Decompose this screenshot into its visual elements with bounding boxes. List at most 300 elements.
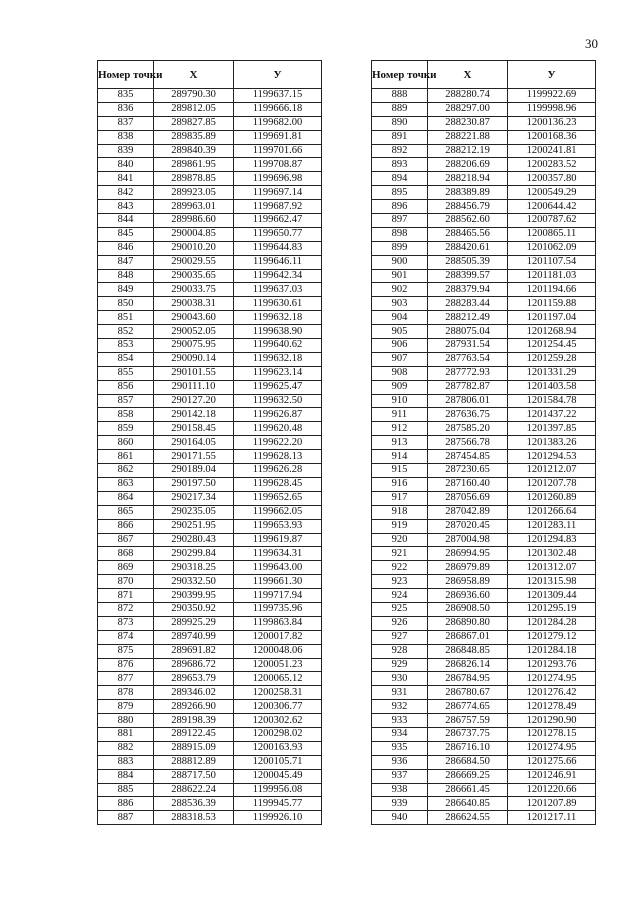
table-header-row xyxy=(98,61,322,89)
x-coordinate-cell: 288562.60 xyxy=(428,214,508,228)
table-row xyxy=(98,755,322,769)
point-number-cell: 905 xyxy=(372,325,428,339)
x-coordinate-cell: 289878.85 xyxy=(154,172,234,186)
point-number-cell: 929 xyxy=(372,658,428,672)
table-row xyxy=(372,339,596,353)
x-coordinate-cell: 286784.95 xyxy=(428,672,508,686)
point-number-cell: 934 xyxy=(372,727,428,741)
y-coordinate-cell: 1199642.34 xyxy=(234,269,322,283)
x-coordinate-cell: 290164.05 xyxy=(154,436,234,450)
y-coordinate-cell: 1200549.29 xyxy=(508,186,596,200)
x-coordinate-cell: 286661.45 xyxy=(428,783,508,797)
point-number-cell: 904 xyxy=(372,311,428,325)
point-number-cell: 930 xyxy=(372,672,428,686)
point-number-cell: 916 xyxy=(372,477,428,491)
table-row xyxy=(372,408,596,422)
y-coordinate-cell: 1199956.08 xyxy=(234,783,322,797)
x-coordinate-cell: 288379.94 xyxy=(428,283,508,297)
point-number-cell: 865 xyxy=(98,505,154,519)
x-coordinate-cell: 288283.44 xyxy=(428,297,508,311)
point-number-cell: 849 xyxy=(98,283,154,297)
table-row xyxy=(98,130,322,144)
table-row xyxy=(98,589,322,603)
x-coordinate-cell: 286979.89 xyxy=(428,561,508,575)
y-coordinate-cell: 1201275.66 xyxy=(508,755,596,769)
x-coordinate-cell: 290197.50 xyxy=(154,477,234,491)
point-number-cell: 914 xyxy=(372,450,428,464)
point-number-cell: 876 xyxy=(98,658,154,672)
point-number-cell: 898 xyxy=(372,227,428,241)
column-header-y: У xyxy=(508,61,596,89)
point-number-cell: 918 xyxy=(372,505,428,519)
point-number-cell: 880 xyxy=(98,714,154,728)
point-number-cell: 920 xyxy=(372,533,428,547)
point-number-cell: 938 xyxy=(372,783,428,797)
table-row xyxy=(98,727,322,741)
table-row xyxy=(372,297,596,311)
x-coordinate-cell: 288420.61 xyxy=(428,241,508,255)
table-row xyxy=(98,408,322,422)
y-coordinate-cell: 1199661.30 xyxy=(234,575,322,589)
table-row xyxy=(98,339,322,353)
x-coordinate-cell: 289963.01 xyxy=(154,200,234,214)
x-coordinate-cell: 290251.95 xyxy=(154,519,234,533)
y-coordinate-cell: 1200168.36 xyxy=(508,130,596,144)
point-number-cell: 935 xyxy=(372,741,428,755)
x-coordinate-cell: 288536.39 xyxy=(154,797,234,811)
x-coordinate-cell: 290004.85 xyxy=(154,227,234,241)
point-number-cell: 902 xyxy=(372,283,428,297)
table-row xyxy=(98,200,322,214)
y-coordinate-cell: 1201274.95 xyxy=(508,741,596,755)
x-coordinate-cell: 288812.89 xyxy=(154,755,234,769)
table-row xyxy=(372,672,596,686)
point-number-cell: 926 xyxy=(372,616,428,630)
y-coordinate-cell: 1201279.12 xyxy=(508,630,596,644)
y-coordinate-cell: 1199632.50 xyxy=(234,394,322,408)
table-row xyxy=(372,89,596,103)
table-row xyxy=(98,186,322,200)
point-number-cell: 868 xyxy=(98,547,154,561)
y-coordinate-cell: 1199632.18 xyxy=(234,311,322,325)
y-coordinate-cell: 1201207.89 xyxy=(508,797,596,811)
x-coordinate-cell: 290010.20 xyxy=(154,241,234,255)
x-coordinate-cell: 290235.05 xyxy=(154,505,234,519)
x-coordinate-cell: 289923.05 xyxy=(154,186,234,200)
table-row xyxy=(98,158,322,172)
x-coordinate-cell: 288915.09 xyxy=(154,741,234,755)
x-coordinate-cell: 289198.39 xyxy=(154,714,234,728)
point-number-cell: 923 xyxy=(372,575,428,589)
x-coordinate-cell: 290399.95 xyxy=(154,589,234,603)
y-coordinate-cell: 1199638.90 xyxy=(234,325,322,339)
y-coordinate-cell: 1200048.06 xyxy=(234,644,322,658)
table-row xyxy=(98,89,322,103)
point-number-cell: 884 xyxy=(98,769,154,783)
table-row xyxy=(98,672,322,686)
table-row xyxy=(372,200,596,214)
table-row xyxy=(98,297,322,311)
y-coordinate-cell: 1200283.52 xyxy=(508,158,596,172)
y-coordinate-cell: 1200065.12 xyxy=(234,672,322,686)
table-row xyxy=(372,464,596,478)
table-row xyxy=(372,714,596,728)
y-coordinate-cell: 1200136.23 xyxy=(508,116,596,130)
y-coordinate-cell: 1201403.58 xyxy=(508,380,596,394)
x-coordinate-cell: 290350.92 xyxy=(154,602,234,616)
y-coordinate-cell: 1200787.62 xyxy=(508,214,596,228)
x-coordinate-cell: 290318.25 xyxy=(154,561,234,575)
x-coordinate-cell: 290189.04 xyxy=(154,464,234,478)
y-coordinate-cell: 1199623.14 xyxy=(234,366,322,380)
y-coordinate-cell: 1199643.00 xyxy=(234,561,322,575)
table-row xyxy=(372,158,596,172)
table-row xyxy=(98,269,322,283)
y-coordinate-cell: 1201207.78 xyxy=(508,477,596,491)
table-row xyxy=(372,380,596,394)
x-coordinate-cell: 289122.45 xyxy=(154,727,234,741)
y-coordinate-cell: 1199682.00 xyxy=(234,116,322,130)
point-number-cell: 928 xyxy=(372,644,428,658)
x-coordinate-cell: 290111.10 xyxy=(154,380,234,394)
table-row xyxy=(372,325,596,339)
point-number-cell: 895 xyxy=(372,186,428,200)
x-coordinate-cell: 290029.55 xyxy=(154,255,234,269)
x-coordinate-cell: 286624.55 xyxy=(428,811,508,825)
table-row xyxy=(98,102,322,116)
point-number-cell: 842 xyxy=(98,186,154,200)
x-coordinate-cell: 286936.60 xyxy=(428,589,508,603)
table-row xyxy=(98,547,322,561)
point-number-cell: 852 xyxy=(98,325,154,339)
x-coordinate-cell: 288465.56 xyxy=(428,227,508,241)
y-coordinate-cell: 1199691.81 xyxy=(234,130,322,144)
point-number-cell: 864 xyxy=(98,491,154,505)
x-coordinate-cell: 288318.53 xyxy=(154,811,234,825)
point-number-cell: 872 xyxy=(98,602,154,616)
x-coordinate-cell: 290299.84 xyxy=(154,547,234,561)
point-number-cell: 939 xyxy=(372,797,428,811)
table-row xyxy=(98,477,322,491)
table-row xyxy=(372,255,596,269)
table-row xyxy=(372,644,596,658)
table-row xyxy=(372,116,596,130)
point-number-cell: 889 xyxy=(372,102,428,116)
y-coordinate-cell: 1199696.98 xyxy=(234,172,322,186)
x-coordinate-cell: 290075.95 xyxy=(154,339,234,353)
point-number-cell: 871 xyxy=(98,589,154,603)
x-coordinate-cell: 287454.85 xyxy=(428,450,508,464)
table-row xyxy=(98,255,322,269)
coordinates-table-left-body xyxy=(98,89,322,825)
x-coordinate-cell: 288212.19 xyxy=(428,144,508,158)
y-coordinate-cell: 1199634.31 xyxy=(234,547,322,561)
x-coordinate-cell: 287806.01 xyxy=(428,394,508,408)
y-coordinate-cell: 1199945.77 xyxy=(234,797,322,811)
y-coordinate-cell: 1199630.61 xyxy=(234,297,322,311)
table-row xyxy=(372,727,596,741)
x-coordinate-cell: 289835.89 xyxy=(154,130,234,144)
point-number-cell: 867 xyxy=(98,533,154,547)
table-row xyxy=(98,491,322,505)
point-number-cell: 922 xyxy=(372,561,428,575)
x-coordinate-cell: 289812.05 xyxy=(154,102,234,116)
x-coordinate-cell: 288456.79 xyxy=(428,200,508,214)
table-row xyxy=(372,394,596,408)
point-number-cell: 913 xyxy=(372,436,428,450)
point-number-cell: 855 xyxy=(98,366,154,380)
x-coordinate-cell: 290217.34 xyxy=(154,491,234,505)
table-row xyxy=(98,561,322,575)
point-number-cell: 931 xyxy=(372,686,428,700)
point-number-cell: 870 xyxy=(98,575,154,589)
point-number-cell: 901 xyxy=(372,269,428,283)
y-coordinate-cell: 1200045.49 xyxy=(234,769,322,783)
y-coordinate-cell: 1201284.28 xyxy=(508,616,596,630)
x-coordinate-cell: 288505.39 xyxy=(428,255,508,269)
table-row xyxy=(98,630,322,644)
table-row xyxy=(372,769,596,783)
x-coordinate-cell: 290127.20 xyxy=(154,394,234,408)
point-number-cell: 896 xyxy=(372,200,428,214)
x-coordinate-cell: 287763.54 xyxy=(428,352,508,366)
point-number-cell: 840 xyxy=(98,158,154,172)
y-coordinate-cell: 1201181.03 xyxy=(508,269,596,283)
point-number-cell: 897 xyxy=(372,214,428,228)
table-row xyxy=(98,227,322,241)
x-coordinate-cell: 286848.85 xyxy=(428,644,508,658)
point-number-cell: 940 xyxy=(372,811,428,825)
y-coordinate-cell: 1201284.18 xyxy=(508,644,596,658)
table-row xyxy=(98,519,322,533)
x-coordinate-cell: 286994.95 xyxy=(428,547,508,561)
point-number-cell: 851 xyxy=(98,311,154,325)
y-coordinate-cell: 1199998.96 xyxy=(508,102,596,116)
point-number-cell: 915 xyxy=(372,464,428,478)
y-coordinate-cell: 1201259.28 xyxy=(508,352,596,366)
table-header-row xyxy=(372,61,596,89)
point-number-cell: 890 xyxy=(372,116,428,130)
y-coordinate-cell: 1201194.66 xyxy=(508,283,596,297)
point-number-cell: 863 xyxy=(98,477,154,491)
point-number-cell: 859 xyxy=(98,422,154,436)
y-coordinate-cell: 1201220.66 xyxy=(508,783,596,797)
column-header-point-number: Номер точки xyxy=(372,61,428,89)
y-coordinate-cell: 1201331.29 xyxy=(508,366,596,380)
y-coordinate-cell: 1201283.11 xyxy=(508,519,596,533)
y-coordinate-cell: 1199646.11 xyxy=(234,255,322,269)
y-coordinate-cell: 1201274.95 xyxy=(508,672,596,686)
y-coordinate-cell: 1200357.80 xyxy=(508,172,596,186)
y-coordinate-cell: 1201212.07 xyxy=(508,464,596,478)
y-coordinate-cell: 1200258.31 xyxy=(234,686,322,700)
point-number-cell: 906 xyxy=(372,339,428,353)
x-coordinate-cell: 290142.18 xyxy=(154,408,234,422)
table-row xyxy=(372,783,596,797)
point-number-cell: 893 xyxy=(372,158,428,172)
x-coordinate-cell: 287042.89 xyxy=(428,505,508,519)
x-coordinate-cell: 287004.98 xyxy=(428,533,508,547)
x-coordinate-cell: 286774.65 xyxy=(428,700,508,714)
table-row xyxy=(372,102,596,116)
x-coordinate-cell: 290158.45 xyxy=(154,422,234,436)
y-coordinate-cell: 1200298.02 xyxy=(234,727,322,741)
table-row xyxy=(98,436,322,450)
table-row xyxy=(98,686,322,700)
y-coordinate-cell: 1200302.62 xyxy=(234,714,322,728)
table-row xyxy=(372,214,596,228)
table-row xyxy=(98,214,322,228)
y-coordinate-cell: 1201294.83 xyxy=(508,533,596,547)
point-number-cell: 860 xyxy=(98,436,154,450)
table-row xyxy=(372,130,596,144)
table-row xyxy=(98,380,322,394)
x-coordinate-cell: 288622.24 xyxy=(154,783,234,797)
column-header-x: X xyxy=(428,61,508,89)
y-coordinate-cell: 1199926.10 xyxy=(234,811,322,825)
table-row xyxy=(372,422,596,436)
coordinates-table-right-body xyxy=(372,89,596,825)
table-row xyxy=(372,269,596,283)
table-row xyxy=(98,366,322,380)
point-number-cell: 847 xyxy=(98,255,154,269)
point-number-cell: 917 xyxy=(372,491,428,505)
x-coordinate-cell: 290101.55 xyxy=(154,366,234,380)
point-number-cell: 887 xyxy=(98,811,154,825)
point-number-cell: 891 xyxy=(372,130,428,144)
y-coordinate-cell: 1201260.89 xyxy=(508,491,596,505)
y-coordinate-cell: 1201584.78 xyxy=(508,394,596,408)
x-coordinate-cell: 288399.57 xyxy=(428,269,508,283)
x-coordinate-cell: 286757.59 xyxy=(428,714,508,728)
x-coordinate-cell: 288230.87 xyxy=(428,116,508,130)
table-row xyxy=(372,700,596,714)
table-row xyxy=(98,797,322,811)
y-coordinate-cell: 1199632.18 xyxy=(234,352,322,366)
y-coordinate-cell: 1199626.87 xyxy=(234,408,322,422)
point-number-cell: 878 xyxy=(98,686,154,700)
x-coordinate-cell: 288075.04 xyxy=(428,325,508,339)
table-row xyxy=(372,186,596,200)
table-row xyxy=(372,519,596,533)
table-row xyxy=(98,644,322,658)
table-row xyxy=(98,116,322,130)
x-coordinate-cell: 289740.99 xyxy=(154,630,234,644)
point-number-cell: 892 xyxy=(372,144,428,158)
table-row xyxy=(372,144,596,158)
table-row xyxy=(372,630,596,644)
y-coordinate-cell: 1201197.04 xyxy=(508,311,596,325)
x-coordinate-cell: 289790.30 xyxy=(154,89,234,103)
x-coordinate-cell: 289346.02 xyxy=(154,686,234,700)
table-row xyxy=(372,366,596,380)
y-coordinate-cell: 1199626.28 xyxy=(234,464,322,478)
x-coordinate-cell: 289653.79 xyxy=(154,672,234,686)
y-coordinate-cell: 1201293.76 xyxy=(508,658,596,672)
y-coordinate-cell: 1201217.11 xyxy=(508,811,596,825)
table-row xyxy=(372,589,596,603)
y-coordinate-cell: 1199637.03 xyxy=(234,283,322,297)
y-coordinate-cell: 1201246.91 xyxy=(508,769,596,783)
x-coordinate-cell: 289986.60 xyxy=(154,214,234,228)
x-coordinate-cell: 289266.90 xyxy=(154,700,234,714)
point-number-cell: 925 xyxy=(372,602,428,616)
x-coordinate-cell: 286908.50 xyxy=(428,602,508,616)
y-coordinate-cell: 1200051.23 xyxy=(234,658,322,672)
point-number-cell: 853 xyxy=(98,339,154,353)
y-coordinate-cell: 1201062.09 xyxy=(508,241,596,255)
x-coordinate-cell: 287931.54 xyxy=(428,339,508,353)
x-coordinate-cell: 290035.65 xyxy=(154,269,234,283)
table-row xyxy=(98,741,322,755)
point-number-cell: 899 xyxy=(372,241,428,255)
x-coordinate-cell: 288221.88 xyxy=(428,130,508,144)
x-coordinate-cell: 286826.14 xyxy=(428,658,508,672)
y-coordinate-cell: 1201309.44 xyxy=(508,589,596,603)
x-coordinate-cell: 286640.85 xyxy=(428,797,508,811)
table-row xyxy=(98,783,322,797)
point-number-cell: 869 xyxy=(98,561,154,575)
table-row xyxy=(98,700,322,714)
page-number: 30 xyxy=(585,36,598,51)
y-coordinate-cell: 1199687.92 xyxy=(234,200,322,214)
table-row xyxy=(372,450,596,464)
point-number-cell: 936 xyxy=(372,755,428,769)
table-row xyxy=(372,602,596,616)
table-row xyxy=(98,769,322,783)
point-number-cell: 836 xyxy=(98,102,154,116)
y-coordinate-cell: 1201159.88 xyxy=(508,297,596,311)
y-coordinate-cell: 1201278.49 xyxy=(508,700,596,714)
y-coordinate-cell: 1200017.82 xyxy=(234,630,322,644)
table-row xyxy=(98,394,322,408)
x-coordinate-cell: 286669.25 xyxy=(428,769,508,783)
point-number-cell: 857 xyxy=(98,394,154,408)
y-coordinate-cell: 1199652.65 xyxy=(234,491,322,505)
x-coordinate-cell: 287056.69 xyxy=(428,491,508,505)
x-coordinate-cell: 289691.82 xyxy=(154,644,234,658)
y-coordinate-cell: 1199650.77 xyxy=(234,227,322,241)
x-coordinate-cell: 287636.75 xyxy=(428,408,508,422)
y-coordinate-cell: 1201294.53 xyxy=(508,450,596,464)
point-number-cell: 835 xyxy=(98,89,154,103)
x-coordinate-cell: 288206.69 xyxy=(428,158,508,172)
point-number-cell: 912 xyxy=(372,422,428,436)
point-number-cell: 837 xyxy=(98,116,154,130)
table-row xyxy=(372,658,596,672)
point-number-cell: 919 xyxy=(372,519,428,533)
column-header-point-number: Номер точки xyxy=(98,61,154,89)
point-number-cell: 850 xyxy=(98,297,154,311)
y-coordinate-cell: 1201315.98 xyxy=(508,575,596,589)
y-coordinate-cell: 1199622.20 xyxy=(234,436,322,450)
y-coordinate-cell: 1200105.71 xyxy=(234,755,322,769)
table-row xyxy=(372,616,596,630)
point-number-cell: 885 xyxy=(98,783,154,797)
point-number-cell: 921 xyxy=(372,547,428,561)
y-coordinate-cell: 1201437.22 xyxy=(508,408,596,422)
column-header-x: X xyxy=(154,61,234,89)
point-number-cell: 862 xyxy=(98,464,154,478)
y-coordinate-cell: 1201302.48 xyxy=(508,547,596,561)
x-coordinate-cell: 286780.67 xyxy=(428,686,508,700)
x-coordinate-cell: 287020.45 xyxy=(428,519,508,533)
table-row xyxy=(372,436,596,450)
point-number-cell: 841 xyxy=(98,172,154,186)
point-number-cell: 886 xyxy=(98,797,154,811)
x-coordinate-cell: 290171.55 xyxy=(154,450,234,464)
y-coordinate-cell: 1201276.42 xyxy=(508,686,596,700)
